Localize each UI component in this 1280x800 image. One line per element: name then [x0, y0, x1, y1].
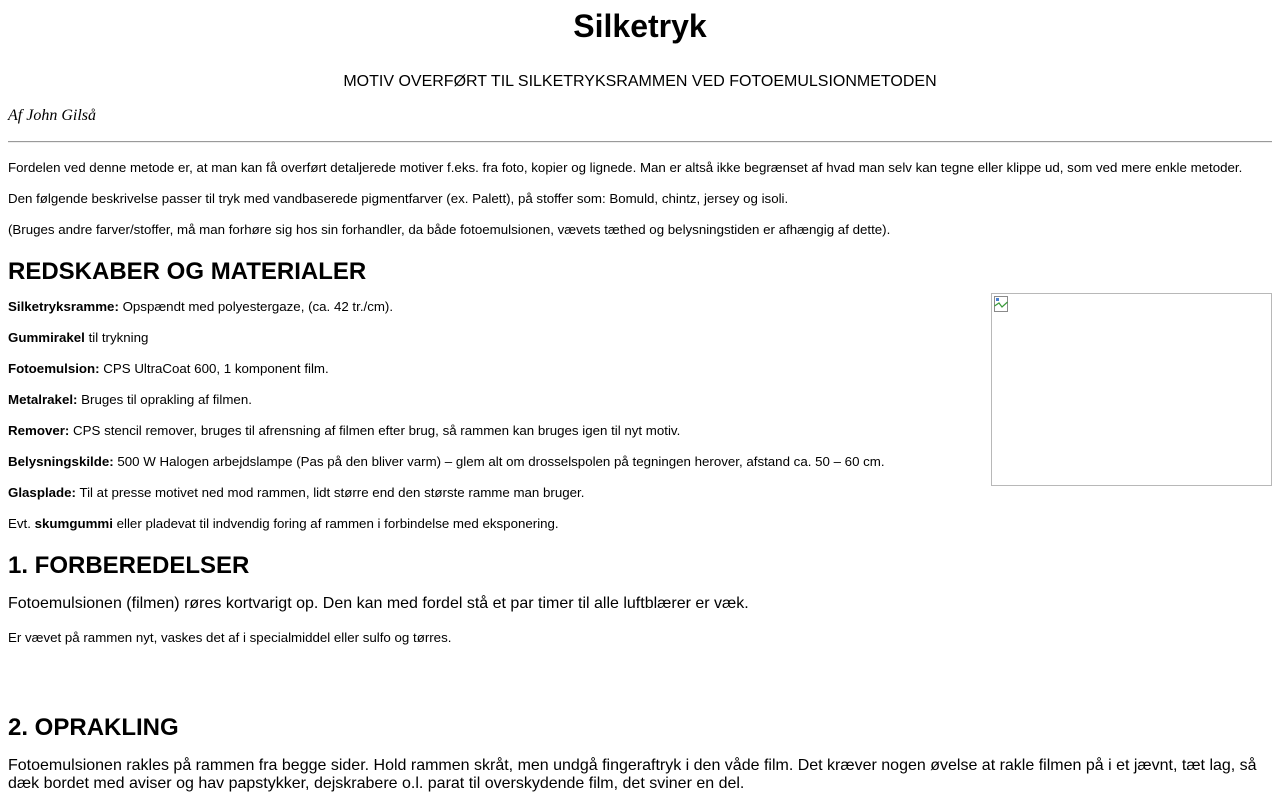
materials-image: [991, 293, 1272, 486]
materials-item-term: Fotoemulsion:: [8, 361, 100, 376]
intro-paragraph: (Bruges andre farver/stoffer, må man forhøre sig hos sin forhandler, da både fotoemulsionen, vævets tæthed og belysningstiden er afhængig af dette).: [8, 222, 891, 237]
section1-body: Er vævet på rammen nyt, vaskes det af i specialmiddel eller sulfo og tørres.: [8, 630, 452, 645]
materials-section: [8, 299, 1272, 531]
materials-heading: REDSKABER OG MATERIALER: [8, 258, 367, 285]
materials-item-description: 500 W Halogen arbejdslampe (Pas på den bliver varm) – glem alt om drosselspolen på tegningen herover, afstand ca. 50 – 60 cm.: [113, 454, 885, 469]
page-title: Silketryk: [573, 8, 707, 44]
intro-paragraph: Fordelen ved denne metode er, at man kan få overført detaljerede motiver f.eks. fra foto, kopier og lignede. Man er altså ikke begrænset af hvad man selv kan tegne eller klippe ud, som ved mere enkle metoder.: [8, 160, 1243, 175]
materials-item-description: Til at presse motivet ned mod rammen, lidt større end den største ramme man bruger.: [75, 485, 585, 500]
materials-item-prefix: Evt.: [8, 516, 35, 531]
materials-item-description: eller pladevat til indvendig foring af rammen i forbindelse med eksponering.: [112, 516, 559, 531]
section1-lead: Fotoemulsionen (filmen) røres kortvarigt op. Den kan med fordel stå et par timer til alle luftblærer er væk.: [8, 595, 749, 612]
page-subtitle: MOTIV OVERFØRT TIL SILKETRYKSRAMMEN VED FOTOEMULSIONMETODEN: [343, 73, 937, 90]
materials-item-description: til trykning: [84, 330, 149, 345]
materials-item-term: Remover:: [8, 423, 70, 438]
materials-item-term: Metalrakel:: [8, 392, 78, 407]
intro-section: [8, 143, 1272, 237]
materials-item-term: skumgummi: [34, 516, 113, 531]
section2-heading: 2. OPRAKLING: [8, 714, 179, 741]
materials-item-description: Bruges til oprakling af filmen.: [77, 392, 252, 407]
section1-heading: 1. FORBEREDELSER: [8, 552, 250, 579]
broken-image-icon: [994, 296, 1008, 312]
materials-item-description: CPS UltraCoat 600, 1 komponent film.: [99, 361, 329, 376]
materials-item-description: CPS stencil remover, bruges til afrensning af filmen efter brug, så rammen kan bruges igen til nyt motiv.: [69, 423, 681, 438]
section2-lead: Fotoemulsionen rakles på rammen fra begge sider. Hold rammen skråt, men undgå fingeraftryk i den våde film. Det kræver nogen øvelse at rakle filmen på i et jævnt, tæt lag, så dæk bordet med aviser og hav papstykker, dejskrabere o.l. parat til overskydende film, det sviner en del.: [8, 757, 1257, 792]
author-byline: Af John Gilså: [8, 107, 96, 124]
materials-item-term: Belysningskilde:: [8, 454, 114, 469]
materials-item-description: Opspændt med polyestergaze, (ca. 42 tr./cm).: [118, 299, 394, 314]
materials-item: [8, 516, 1272, 531]
materials-item-term: Silketryksramme:: [8, 299, 119, 314]
materials-item-term: Glasplade:: [8, 485, 76, 500]
intro-paragraph: Den følgende beskrivelse passer til tryk med vandbaserede pigmentfarver (ex. Palett), på stoffer som: Bomuld, chintz, jersey og isoli.: [8, 191, 789, 206]
materials-item-term: Gummirakel: [8, 330, 85, 345]
materials-item: [8, 485, 1272, 500]
